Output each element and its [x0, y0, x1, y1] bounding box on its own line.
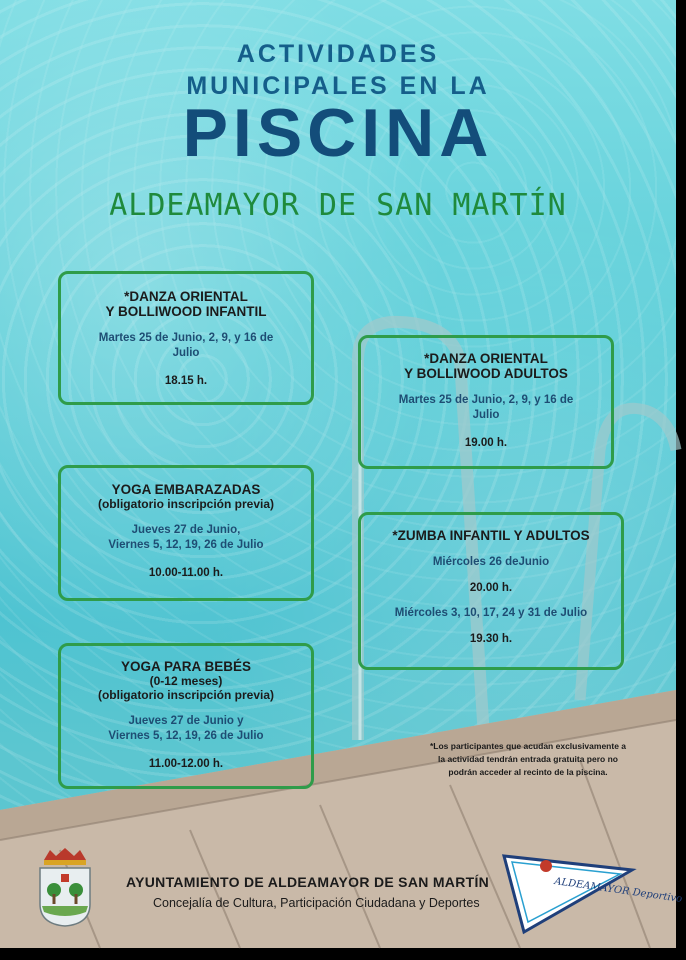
activity-time: 18.15 h. [164, 375, 208, 387]
activity-name: YOGA EMBARAZADAS [111, 482, 261, 497]
entry-note [418, 740, 638, 779]
activity-requirement: (obligatorio inscripción previa) [97, 688, 275, 702]
activity-dates-2: Viernes 5, 12, 19, 26 de Julio [108, 539, 264, 551]
title-line-2: MUNICIPALES EN LA [186, 72, 490, 100]
activity-name: *ZUMBA INFANTIL Y ADULTOS [392, 528, 590, 543]
municipal-crest-icon [36, 848, 94, 928]
activity-time-a: 20.00 h. [469, 582, 513, 594]
activity-card-danza-infantil [58, 271, 314, 405]
activity-time: 11.00-12.00 h. [148, 758, 224, 770]
note-line-1: *Los participantes que acudan exclusivamente a [429, 741, 627, 751]
activity-dates-2: Viernes 5, 12, 19, 26 de Julio [108, 730, 264, 742]
activity-name: YOGA PARA BEBÉS [120, 659, 252, 674]
activity-dates-2: Julio [172, 347, 200, 359]
activity-card-yoga-embarazadas [58, 465, 314, 601]
activity-time-b: 19.30 h. [469, 633, 513, 645]
activity-name: *DANZA ORIENTAL [124, 289, 248, 304]
activity-dates: Jueves 27 de Junio y [128, 715, 244, 727]
title-line-1: ACTIVIDADES [236, 40, 440, 68]
note-line-2: la actividad tendrán entrada gratuita pero no [438, 754, 618, 764]
activity-card-yoga-bebes [58, 643, 314, 789]
organization-name: AYUNTAMIENTO DE ALDEAMAYOR DE SAN MARTÍN [126, 874, 490, 890]
activity-card-danza-adultos [358, 335, 614, 469]
activity-requirement: (obligatorio inscripción previa) [97, 497, 275, 511]
activity-time: 10.00-11.00 h. [148, 567, 224, 579]
activity-dates: Martes 25 de Junio, 2, 9, y 16 de [98, 332, 274, 344]
deportivo-pennant-icon [502, 852, 683, 934]
title-piscina: PISCINA [182, 95, 494, 171]
activity-name-2: Y BOLLIWOOD INFANTIL [105, 304, 267, 319]
activity-dates: Martes 25 de Junio, 2, 9, y 16 de [398, 394, 574, 406]
pennant-text: ALDEAMAYOR Deportivo [553, 876, 683, 905]
town-subtitle: ALDEAMAYOR DE SAN MARTÍN [109, 188, 567, 223]
activity-dates: Jueves 27 de Junio, [131, 524, 241, 536]
note-line-3: podrán acceder al recinto de la piscina. [448, 767, 608, 777]
activity-name: *DANZA ORIENTAL [424, 351, 548, 366]
activity-dates-a: Miércoles 26 deJunio [432, 556, 550, 568]
activity-card-zumba [358, 512, 624, 670]
activity-name-2: Y BOLLIWOOD ADULTOS [404, 366, 568, 381]
department-name: Concejalía de Cultura, Participación Ciudadana y Deportes [153, 896, 480, 910]
activity-time: 19.00 h. [464, 437, 508, 449]
activity-dates-b: Miércoles 3, 10, 17, 24 y 31 de Julio [394, 607, 588, 619]
activity-dates-2: Julio [472, 409, 500, 421]
activity-age: (0-12 meses) [149, 674, 223, 688]
